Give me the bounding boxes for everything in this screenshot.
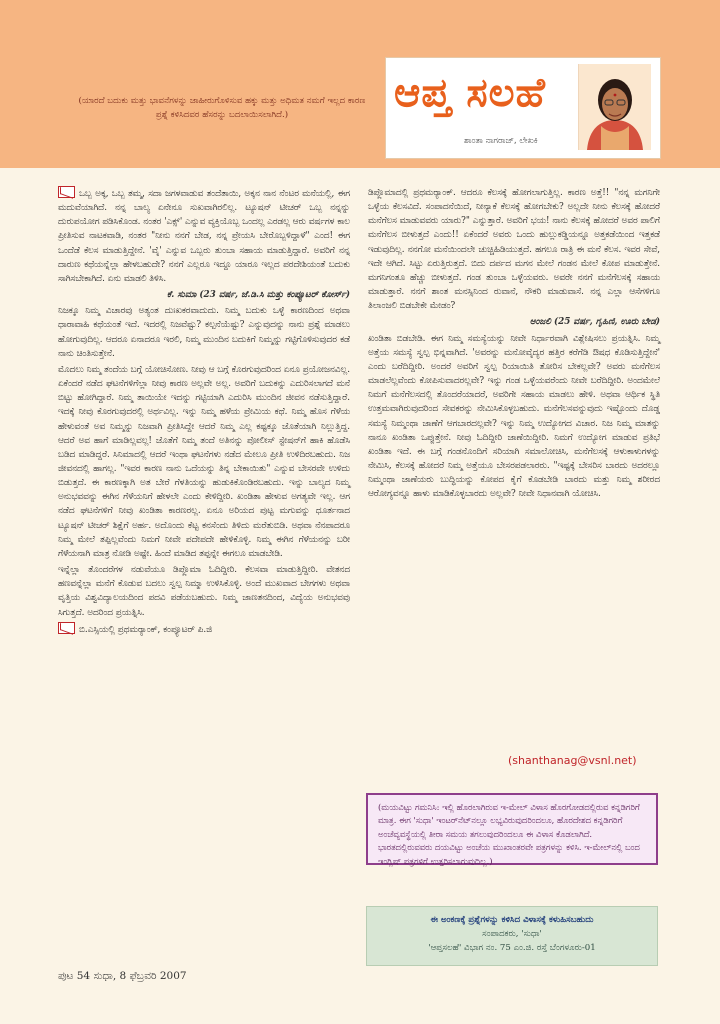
letter1-answer-p1: ನಿಜಕ್ಕೂ ನಿಮ್ಮ ವಿಚಾರವು ಅತ್ಯಂತ ದುಃಖಕರವಾದುದು. ನಿಮ್ಮ ಬದುಕು ಒಳ್ಳೆ ಕಾರಣದಿಂದ ಅಥವಾ ಧಾರಾವಾಹಿ ಕಥೆಯಂತೆ ಇದೆ. ಇದರಲ್ಲಿ ನಿಜವೆಷ್ಟು? ಕಲ್ಪನೆಯೆಷ್ಟು? ಎನ್ನುವುದನ್ನು ನಾನು ಪ್ರಶ್ನೆ ಮಾಡಲು ಹೋಗುವುದಿಲ್ಲ. ಆದರೂ ಏನಾದರೂ ಇರಲಿ, ನಿಮ್ಮ ಮುಂದಿನ ಬದುಕಿಗೆ ನಿಮ್ಮನ್ನು ಗಟ್ಟಿಗೊಳಿಸುವುದರ ಕಡೆ ನಾನು ಚಿಂತಿಸುತ್ತೇನೆ. xyxy=(58,306,350,359)
right-column xyxy=(368,186,660,503)
author-email: (shanthanag@vsnl.net) xyxy=(508,754,637,767)
letter2-answer: ಖಂಡಿತಾ ಬಿಡಬೇಡಿ. ಈಗ ನಿಮ್ಮ ಸಮಸ್ಯೆಯನ್ನು ನೀವೇ ನಿರ್ಧಾರವಾಗಿ ವಿಶ್ಲೇಷಿಸಲು ಪ್ರಯತ್ನಿಸಿ. ನಿಮ್ಮ ಅತ್ತೆಯ ಸಮಸ್ಯೆ ಸ್ವಲ್ಪ ಭಿನ್ನವಾಗಿದೆ. 'ಅವರನ್ನು ಮನೋವೈದ್ಯರ ಹತ್ತಿರ ಕರೆಗೆಡಿ ಔಷಧ ಕೊಡಿಸುತ್ತಿದ್ದೇನೆ' ಎಂದು ಬರೆದಿದ್ದೀರಿ. ಅಂದರೆ ಅವರಿಗೆ ಸ್ವಲ್ಪ ರಿಯಾಯಿತಿ ತೋರಿಸ ಬೇಕಲ್ಲವೇ? ಅವರು ಮನೆಗೆಲಸ ಮಾಡಲೆಲ್ಲವೆಂದು ಕೋಪಿಸುವಾದರಲ್ಲವೇ? ಇನ್ನು ಗಂಡ ಒಳ್ಳೆಯವರೆಂದು ನೀವೇ ಬರೆದಿದ್ದೀರಿ. ಅಂದಮೇಲೆ ನಿಮಗೆ ಮನೆಗೆಲಸದಲ್ಲಿ ತೊಂದರೆಯಾದರೆ, ಅವರಿಗೇ ಸಹಾಯ ಮಾಡಲು ಹೇಳಿ. ಅಥವಾ ಆರ್ಥಿಕ ಸ್ಥಿತಿ ಉತ್ತಮವಾಗಿರುವುದರಿಂದ ಸೇವಕರನ್ನು ನೇಮಿಸಿಕೊಳ್ಳಬಹುದು. ಮನೆಗೆಲಸವನ್ನುವುದು ಇಷ್ಟೊಂದು ದೊಡ್ಡ ಸಮಸ್ಯೆ ನಿಮ್ಮಂಥಾ ಜಾಣೆಗೆ ಆಗಬಾರದಲ್ಲವೇ? ಇನ್ನು ನಿಮ್ಮ ಉದ್ಯೋಗದ ವಿಚಾರ. ನಿಜ ನಿಮ್ಮ ಮಾತನ್ನು ನಾನೂ ಖಂಡಿತಾ ಒಪ್ಪುತ್ತೇನೆ. ನೀವು ಓದಿದ್ದೀರಿ ಜಾಣೆಯಿದ್ದೀರಿ. ನಿಮಗೆ ಉದ್ಯೋಗ ಮಾಡುವ ಪ್ರತಿಭೆ ಖಂಡಿತಾ ಇದೆ. ಈ ಬಗ್ಗೆ ಗಂಡನೊಂದಿಗೆ ಸರಿಯಾಗಿ ಸಮಾಲೋಚಿಸಿ, ಮನೆಗೆಲಸಕ್ಕೆ ಆಳುಕಾಳುಗಳನ್ನು ನೇಮಿಸಿ, ಕೆಲಸಕ್ಕೆ ಹೋದರೆ ನಿಮ್ಮ ಅತ್ತೆಯೂ ಬೇಸರಪಡಲಾರರು. "ಇಷ್ಟಕ್ಕೆ ಬೇಸರಿಸ ಬಾರದು ಅದರಲ್ಲೂ ನಿಮ್ಮಂಥಾ ಜಾಣೆಯರು ಬುದ್ಧಿಯನ್ನು ಕೋಪದ ಕೈಗೆ ಕೊಡಬೇಡಿ ಬಾರದು ಮತ್ತು ನಿಮ್ಮ ಶರೀರದ ಆರೋಗ್ಯವನ್ನೂ ಹಾಳು ಮಾಡಿಕೊಳ್ಳಬಾರದು ಅಲ್ಲವೇ? ನೀವೇ ನಿಧಾನವಾಗಿ ಯೋಚಿಸಿ. xyxy=(368,333,660,500)
letter-icon xyxy=(58,186,75,198)
email-notice-text: (ಮಯವಿಟ್ಟು ಗಮನಿಸಿ: ಇಲ್ಲಿ ಹೊರಲಾಗಿರುವ ಇ-ಮೇಲ್ ವಿಳಾಸ ಹೊರಗೋಡದಲ್ಲಿರುವ ಕನ್ನಡಿಗರಿಗೆ ಮಾತ್ರ. ಈಗ 'ಸುಧಾ' ಇಂಟರ್‌ನೆಟ್‌ನಲ್ಲೂ ಲಭ್ಯವಿರುವುದರಿಂದಲೂ, ಹೊರದೇಶದ ಕನ್ನಡಿಗರಿಗೆ ಅಂಚೆವ್ಯವಸ್ಥೆಯಲ್ಲಿ ತೀರಾ ಸಮಯ ತಗಲುವುದರಿಂದಲೂ ಈ ವಿಳಾಸ ಕೊಡಲಾಗಿದೆ. ಭಾರತದಲ್ಲಿರುವವರು ದಯವಿಟ್ಟು ಅಂಚೆಯ ಮುಖಾಂತರವೇ ಪತ್ರಗಳನ್ನು ಕಳಿಸಿ. ಇ-ಮೇಲ್‌ನಲ್ಲಿ ಬಂದ ಇಂಗ್ಲಿಷ್ ಪತ್ರಗಳಿಗೆ ಉತ್ತರಿಸಲಾಗುವುದಿಲ್ಲ.) xyxy=(378,802,640,866)
address-line2: 'ಆಪ್ತಸಲಹೆ' ವಿಭಾಗ ನಂ. 75 ಎಂ.ಜಿ. ರಸ್ತೆ ಬೆಂಗಳೂರು-01 xyxy=(428,943,596,953)
intro-note: (ಯಾರದೆ ಬದುಕು ಮತ್ತು ಭಾವನೆಗಳನ್ನು ಜಾಹೀರುಗೊಳಿಸುವ ಹಕ್ಕು ಮತ್ತು ಅಧಿಮತ ನಮಗೆ ಇಲ್ಲದ ಕಾರಣ ಪ್ರಶ್ನೆ ಕಳಿಸಿದವರ ಹೆಸರನ್ನು ಬದಲಾಯಿಸಲಾಗಿದೆ.) xyxy=(78,96,366,120)
address-line1: ಸಂಪಾದಕರು, 'ಸುಧಾ' xyxy=(482,929,542,939)
address-heading: ಈ ಅಂಕಣಕ್ಕೆ ಪ್ರಶ್ನೆಗಳನ್ನು ಕಳಿಸಿದ ವಿಳಾಸಕ್ಕೆ ಕಳುಹಿಸಬಹುದು xyxy=(430,915,594,925)
page-footer: ಪುಟ 54 ಸುಧಾ, 8 ಫೆಬ್ರವರಿ 2007 xyxy=(58,970,187,982)
letter-icon xyxy=(58,622,75,634)
letter1-question-text: ಒಬ್ಬ ಅಕ್ಕ, ಒಬ್ಬ ತಮ್ಮ, ಸದಾ ಜಗಳವಾಡುವ ತಂದೆತಾಯಿ, ಅಕ್ಕನ ನಾನ ನೆಂಟರ ಮನೆಯಲ್ಲಿ, ಈಗ ಮದುವೆಯಾಗಿದೆ. ನನ್ನ ಬಾಲ್ಯ ಏನೇನೂ ಸುಖವಾಗಿರಲಿಲ್ಲ. ಟ್ಯೂಷನ್ ಟೀಚರ್ ಒಬ್ಬ ನನ್ನನ್ನು ದುರುಪಯೋಗ ಪಡಿಸಿಕೊಂಡ. ನಂತರ 'ಎಕ್ಸ್' ಎನ್ನುವ ವ್ಯಕ್ತಿಯೊಬ್ಬ ಒಂದಲ್ಲ ಎರಡಲ್ಲ ಆರು ವರ್ಷಗಳ ಕಾಲ ಪ್ರೀತಿಸುವ ನಾಟಕವಾಡಿ, ನಂತರ "ನೀನು ನನಗೆ ಬೇಡ, ನನ್ನ ಪ್ರೇಯಸಿ ಬೇರೊಬ್ಬಳಿದ್ದಾಳೆ" ಎಂದ! ಈಗ ಒಂದೆಡೆ ಕೆಲಸ ಮಾಡುತ್ತಿದ್ದೇನೆ. 'ವೈ' ಎನ್ನುವ ಒಬ್ಬರು ತುಂಬಾ ಸಹಾಯ ಮಾಡುತ್ತಿದ್ದಾರೆ. ಅವರಿಗೆ ನನ್ನ ದಾರುಣ ಕಥೆಯನ್ನೆಲ್ಲಾ ಹೇಳಬಹುದೇ? ನನಗೆ ಎಲ್ಲರೂ ಇದ್ದೂ ಯಾರೂ ಇಲ್ಲದ ಪರದೇಶಿಯಂತೆ ಬದುಕು ಸಾಗಿಸಬೇಕಾಗಿದೆ. ಏನು ಮಾಡಲಿ ತಿಳಿಸಿ. xyxy=(58,189,350,284)
letter1-answer-p2: ಮೊದಲು ನಿಮ್ಮ ತಂದೆಯ ಬಗ್ಗೆ ಯೋಚಿಸೋಣ. ನೀವು ಆ ಬಗ್ಗೆ ಕೊರಗುವುದರಿಂದ ಏನೂ ಪ್ರಯೋಜನವಿಲ್ಲ. ಏಕೆಂದರೆ ನಡೆದ ಘಟನೆಗಳಿಗೆಲ್ಲಾ ನೀವು ಕಾರಣ ಅಲ್ಲವೇ ಅಲ್ಲ. ಅವರಿಗೆ ಬದುಕನ್ನು ಎದುರಿಸಲಾಗದೆ ಮನೆ ಬಿಟ್ಟು ಹೋಗಿದ್ದಾರೆ. ನಿಮ್ಮ ತಾಯಿಯೇ ಇದನ್ನು ಗಟ್ಟಿಯಾಗಿ ಎದುರಿಸಿ ಮುಂದಿನ ಜೀವನ ನಡೆಸುತ್ತಿದ್ದಾರೆ. ಇದಕ್ಕೆ ನೀವು ಕೊರಗುವುದರಲ್ಲಿ ಅರ್ಥವಿಲ್ಲ. ಇನ್ನು ನಿಮ್ಮ ಹಳೆಯ ಪ್ರೇಮಿಯ ಕಥೆ. ನಿಮ್ಮ ಹೊಸ ಗೆಳೆಯ ಹೇಳುವಂತೆ ಅವ ನಿಮ್ಮನ್ನು ನಿಜವಾಗಿ ಪ್ರೀತಿಸಿದ್ದೇ ಆದರೆ ನಿಮ್ಮ ಎಲ್ಲ ಕಷ್ಟಕ್ಕೂ ಜೊತೆಯಾಗಿ ನಿಲ್ಲುತ್ತಿದ್ದ. ಆದರೆ ಅವ ಹಾಗೆ ಮಾಡಿಲ್ಲವಲ್ಲ! ಜೊತೆಗೆ ನಿಮ್ಮ ತಂದೆ ಅತಿನನ್ನು ಪೋಲೀಸ್ ಸ್ಟೇಷನ್‌ಗೆ ಹಾಕಿ ಹೊಡೆಸಿ ಬಡಿದ ಮಾಡಿದ್ದರೆ. ಸಿನಿಮಾದಲ್ಲಿ ಆದರೆ ಇಂಥಾ ಘಟನೆಗಳು ನಡೆದ ಮೇಲೂ ಪ್ರೀತಿ ಉಳಿದಿರಬಹುದು. ನಿಜ ಜೀವನದಲ್ಲಿ ಹಾಗಲ್ಲ. "ಇವರ ಕಾರಣ ನಾನು ಒದೆಯನ್ನು ತಿನ್ನ ಬೇಕಾಯಿತು" ಎನ್ನುವ ಬೇಸರವೇ ಉಳಿದು ಬಿಡುತ್ತದೆ. ಈ ಕಾರಣಕ್ಕಾಗಿ ಅತ ಬೇರೆ ಗೆಳತಿಯನ್ನು ಹುಡುಕಿಕೊಂಡಿರಬಹುದು. ಇನ್ನು ಬಾಲ್ಯದ ನಿಮ್ಮ ಅನುಭವವನ್ನು ಈಗಿನ ಗೆಳೆಯನಿಗೆ ಹೇಳಲೇ ಎಂದು ಕೇಳಿದ್ದೀರಿ. ಖಂಡಿತಾ ಹೇಳುವ ಅಗತ್ಯವೇ ಇಲ್ಲ. ಆಗ ನಡೆದ ಘಟನೆಗಳಿಗೆ ನೀವು ಖಂಡಿತಾ ಕಾರಣರಲ್ಲ. ಏನೂ ಅರಿಯದ ಪುಟ್ಟ ಮಗುವನ್ನು ಧೂರ್ತನಾದ ಟ್ಯೂಷನ್ ಟೀಚರ್ ಶಿಕ್ಷೆಗೆ ಅರ್ಹ. ಅದೊಂದು ಕೆಟ್ಟ ಕನಸೆಂದು ತಿಳಿದು ಮರೆತುಬಿಡಿ. ಅಥವಾ ನೆನಪಾದರೂ ನಿಮ್ಮ ಮೇಲೆ ತಪ್ಪಿಲ್ಲವೆಂದು ನಿಮಗೆ ನೀವೇ ಪದೇಪದೇ ಹೇಳಿಕೊಳ್ಳಿ. ನಿಮ್ಮ ಈಗಿನ ಗೆಳೆಯನನ್ನು ಬರೀ ಗೆಳೆಯನಾಗಿ ಮಾತ್ರ ನೋಡಿ ಅಷ್ಟೇ. ಹಿಂದೆ ಮಾಡಿದ ತಪ್ಪನ್ನೇ ಈಗಲೂ ಮಾಡಬೇಡಿ. xyxy=(58,364,350,559)
email-notice-box xyxy=(366,793,658,865)
address-box xyxy=(366,906,658,966)
portrait-illustration xyxy=(579,64,651,150)
left-column xyxy=(58,186,350,639)
author-byline: ಶಾಂತಾ ನಾಗರಾಜ್, ಲೇಖಕಿ xyxy=(464,136,538,146)
column-title: ಆಪ್ತ ಸಲಹೆ xyxy=(394,70,546,116)
letter1-question xyxy=(58,186,350,286)
letter2-question: ಡಿಪ್ಲೊಮಾದಲ್ಲಿ ಪ್ರಥಮರ್‍ಯಾಂಕ್. ಆದರೂ ಕೆಲಸಕ್ಕೆ ಹೋಗಲಾಗುತ್ತಿಲ್ಲ. ಕಾರಣ ಅತ್ತೆ!! "ನನ್ನ ಮಗನಿಗೇ ಒಳ್ಳೆಯ ಕೆಲಸವಿದೆ. ಸಂಪಾದನೆಯಿದೆ, ನೀನ್ಯಾಕೆ ಕೆಲಸಕ್ಕೆ ಹೋಗಬೇಕು? ಅಲ್ಲದೇ ನೀನು ಕೆಲಸಕ್ಕೆ ಹೋದರೆ ಮನೆಗೆಲಸ ಮಾಡುವವರು ಯಾರು?" ಎನ್ನುತ್ತಾರೆ. ಅವರಿಗೆ ಭಯ! ನಾನು ಕೆಲಸಕ್ಕೆ ಹೋದರೆ ಅವರ ಪಾಲಿಗೆ ಮನೆಗೆಲಸ ಬೀಳುತ್ತದೆ ಎಂದು!! ಏಕೆಂದರೆ ಅವರು ಒಂದು ಹುಲ್ಲುಕಡ್ಡಿಯನ್ನೂ ಅತ್ತಕಡೆಯಿಂದ ಇತ್ತಕಡೆ ಇಡುವುದಿಲ್ಲ. ನನಗೋ ಮನೆಯಿಂದಲೇ ಚುಚ್ಚಿಹಿಡಿಯುತ್ತದೆ. ಹಗಲೂ ರಾತ್ರಿ ಈ ಮನೆ ಕೆಲಸ. ಇವರ ಸೇವೆ, ಇದೇ ಆಗಿದೆ. ಸಿಟ್ಟು ಏರುತ್ತಿರುತ್ತದೆ. ಬಿದು ದರ್ಪದ ಮಗನ ಮೇಲೆ ಗಂಡನ ಮೇಲೆ ಕೋಪ ಮಾಡುತ್ತೇನೆ. ಮಗನಿಗಂತೂ ಹೆಚ್ಚು ಬೀಳುತ್ತದೆ. ಗಂಡ ತುಂಬಾ ಒಳ್ಳೆಯವರು. ಅವರೇ ನನಗೆ ಮನೆಗೆಲಸಕ್ಕೆ ಸಹಾಯ ಮಾಡುತ್ತಾರೆ. ನನಗೆ ಶಾಂತ ಮನಸ್ಸಿನಿಂದ ರುವಾನೆ, ನೌಕರಿ ಮಾಡುವಾಸೆ. ನನ್ನ ಎಲ್ಲಾ ಆಸೆಗಳಿಗೂ ತಿಲಾಂಜಲಿ ಬಿಡಬೇಕೇ ಮೇಡಂ? xyxy=(368,188,660,312)
author-portrait xyxy=(578,64,651,150)
letter1-signature: ಕೆ. ಸುಮಾ (23 ವರ್ಷ, ಜೆ.ಡಿ.ಸಿ ಮತ್ತು ಕಂಪ್ಯೂಟರ್ ಕೋರ್ಸ್) xyxy=(166,290,350,301)
letter2-opening-text: ಬಿ.ಎಸ್ಸಿಯಲ್ಲಿ ಪ್ರಥಮರ್‍ಯಾಂಕ್, ಕಂಪ್ಯೂಟರ್ ಪಿ.ಜಿ xyxy=(79,624,213,635)
column-title-box xyxy=(385,57,661,159)
letter1-answer-p3: ಇನ್ನೆಲ್ಲಾ ತೊಂದರೆಗಳ ನಡುವೆಯೂ ಡಿಪ್ಲೊಮಾ ಓದಿದ್ದೀರಿ. ಕೆಲಸವಾ ಮಾಡುತ್ತಿದ್ದೀರಿ. ವೇತನದ ಹಣವನ್ನೆಲ್ಲಾ ಮನೆಗೆ ಕೊಡುವ ಬದಲು ಸ್ವಲ್ಪ ನಿಮ್ಮಾ ಉಳಿಸಿಕೊಳ್ಳಿ. ಅಂದೆ ಮುಖವಾದ ಬೇಗಗಳು ಅಥವಾ ವೃತ್ತಿಯ ವಿಶ್ವವಿದ್ಯಾಲಯದಿಂದ ಪದವಿ ಪಡೆಯಬಹುದು. ನಿಮ್ಮ ಜಾಣತನದಿಂದ, ವಿದ್ಯೆಯ ಅನುಭವವು ಸಿಗುತ್ತದೆ. ಅದರಿಂದ ಪ್ರಯತ್ನಿಸಿ. xyxy=(58,565,350,618)
letter2-signature: ಅಂಜಲಿ (25 ವರ್ಷ, ಗೃಹಿಣಿ, ಊರು ಬೇಡ) xyxy=(529,317,660,328)
letter2-opening xyxy=(58,622,350,637)
